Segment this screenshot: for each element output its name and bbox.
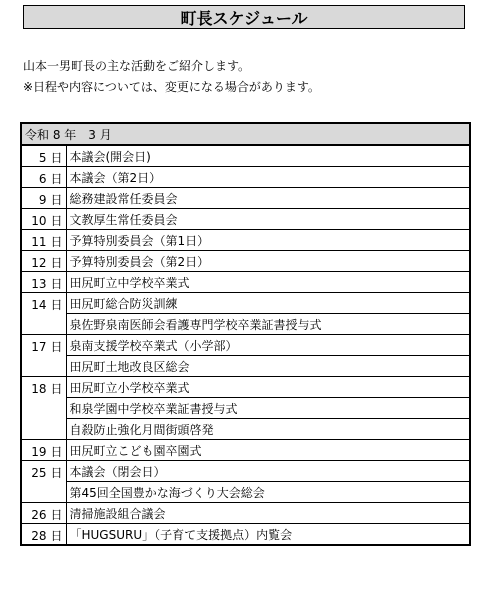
schedule-event: 第45回全国豊かな海づくり大会総会 bbox=[66, 482, 470, 503]
schedule-row bbox=[21, 377, 470, 398]
schedule-row bbox=[21, 167, 470, 188]
schedule-event: 田尻町総合防災訓練 bbox=[66, 293, 470, 314]
schedule-day bbox=[21, 377, 66, 440]
day-unit: 日 bbox=[50, 193, 63, 207]
schedule-row bbox=[21, 419, 470, 440]
day-unit: 日 bbox=[50, 445, 63, 459]
schedule-event: 文教厚生常任委員会 bbox=[66, 209, 470, 230]
day-number: 12 bbox=[31, 256, 47, 270]
schedule-event: 田尻町立小学校卒業式 bbox=[66, 377, 470, 398]
schedule-event: 清掃施設組合議会 bbox=[66, 503, 470, 524]
schedule-event: 本議会（第2日） bbox=[66, 167, 470, 188]
day-number: 6 bbox=[38, 172, 47, 186]
schedule-day bbox=[21, 209, 66, 230]
intro-line-2: ※日程や内容については、変更になる場合があります。 bbox=[23, 80, 320, 94]
day-unit: 日 bbox=[50, 508, 63, 522]
schedule-table bbox=[20, 122, 471, 546]
schedule-day bbox=[21, 272, 66, 293]
schedule-day bbox=[21, 440, 66, 461]
schedule-row bbox=[21, 188, 470, 209]
day-number: 26 bbox=[31, 508, 47, 522]
schedule-event: 自殺防止強化月間街頭啓発 bbox=[66, 419, 470, 440]
schedule-event: 本議会（閉会日） bbox=[66, 461, 470, 482]
day-unit: 日 bbox=[50, 151, 63, 165]
schedule-header-row bbox=[21, 123, 470, 145]
day-unit: 日 bbox=[50, 529, 63, 543]
schedule-row bbox=[21, 440, 470, 461]
schedule-row bbox=[21, 335, 470, 356]
intro-line-1: 山本一男町長の主な活動をご紹介します。 bbox=[23, 59, 251, 73]
schedule-row bbox=[21, 293, 470, 314]
schedule-row bbox=[21, 398, 470, 419]
day-number: 9 bbox=[38, 193, 47, 207]
schedule-day bbox=[21, 503, 66, 524]
schedule-event: 泉南支援学校卒業式（小学部） bbox=[66, 335, 470, 356]
schedule-event: 「HUGSURU」（子育て支援拠点）内覧会 bbox=[66, 524, 470, 546]
schedule-row bbox=[21, 251, 470, 272]
schedule-event: 田尻町立こども園卒園式 bbox=[66, 440, 470, 461]
schedule-row bbox=[21, 272, 470, 293]
schedule-day bbox=[21, 145, 66, 167]
day-unit: 日 bbox=[50, 172, 63, 186]
schedule-event: 田尻町立中学校卒業式 bbox=[66, 272, 470, 293]
schedule-row bbox=[21, 230, 470, 251]
schedule-event: 本議会(開会日) bbox=[66, 145, 470, 167]
intro-text bbox=[23, 56, 320, 98]
day-unit: 日 bbox=[50, 298, 63, 312]
day-unit: 日 bbox=[50, 277, 63, 291]
schedule-row bbox=[21, 209, 470, 230]
schedule-event: 和泉学園中学校卒業証書授与式 bbox=[66, 398, 470, 419]
schedule-day bbox=[21, 524, 66, 546]
day-unit: 日 bbox=[50, 382, 63, 396]
day-unit: 日 bbox=[50, 340, 63, 354]
schedule-event: 総務建設常任委員会 bbox=[66, 188, 470, 209]
day-number: 10 bbox=[31, 214, 47, 228]
day-number: 14 bbox=[31, 298, 47, 312]
schedule-row bbox=[21, 356, 470, 377]
day-number: 5 bbox=[38, 151, 47, 165]
schedule-day bbox=[21, 251, 66, 272]
day-unit: 日 bbox=[50, 214, 63, 228]
schedule-event: 田尻町土地改良区総会 bbox=[66, 356, 470, 377]
schedule-row bbox=[21, 503, 470, 524]
schedule-row bbox=[21, 314, 470, 335]
day-number: 17 bbox=[31, 340, 47, 354]
schedule-row bbox=[21, 524, 470, 546]
schedule-day bbox=[21, 335, 66, 377]
schedule-event: 予算特別委員会（第2日） bbox=[66, 251, 470, 272]
day-number: 18 bbox=[31, 382, 47, 396]
schedule-row bbox=[21, 482, 470, 503]
schedule-row bbox=[21, 461, 470, 482]
day-number: 13 bbox=[31, 277, 47, 291]
day-unit: 日 bbox=[50, 466, 63, 480]
day-number: 19 bbox=[31, 445, 47, 459]
schedule-month-header: 令和 8 年 3 月 bbox=[21, 123, 470, 145]
schedule-day bbox=[21, 188, 66, 209]
schedule-day bbox=[21, 230, 66, 251]
schedule-row bbox=[21, 145, 470, 167]
schedule-day bbox=[21, 461, 66, 503]
page-title: 町長スケジュール bbox=[23, 5, 465, 29]
day-number: 28 bbox=[31, 529, 47, 543]
day-number: 25 bbox=[31, 466, 47, 480]
schedule-day bbox=[21, 167, 66, 188]
schedule-event: 予算特別委員会（第1日） bbox=[66, 230, 470, 251]
day-unit: 日 bbox=[50, 256, 63, 270]
schedule-day bbox=[21, 293, 66, 335]
day-number: 11 bbox=[31, 235, 47, 249]
day-unit: 日 bbox=[50, 235, 63, 249]
schedule-event: 泉佐野泉南医師会看護専門学校卒業証書授与式 bbox=[66, 314, 470, 335]
